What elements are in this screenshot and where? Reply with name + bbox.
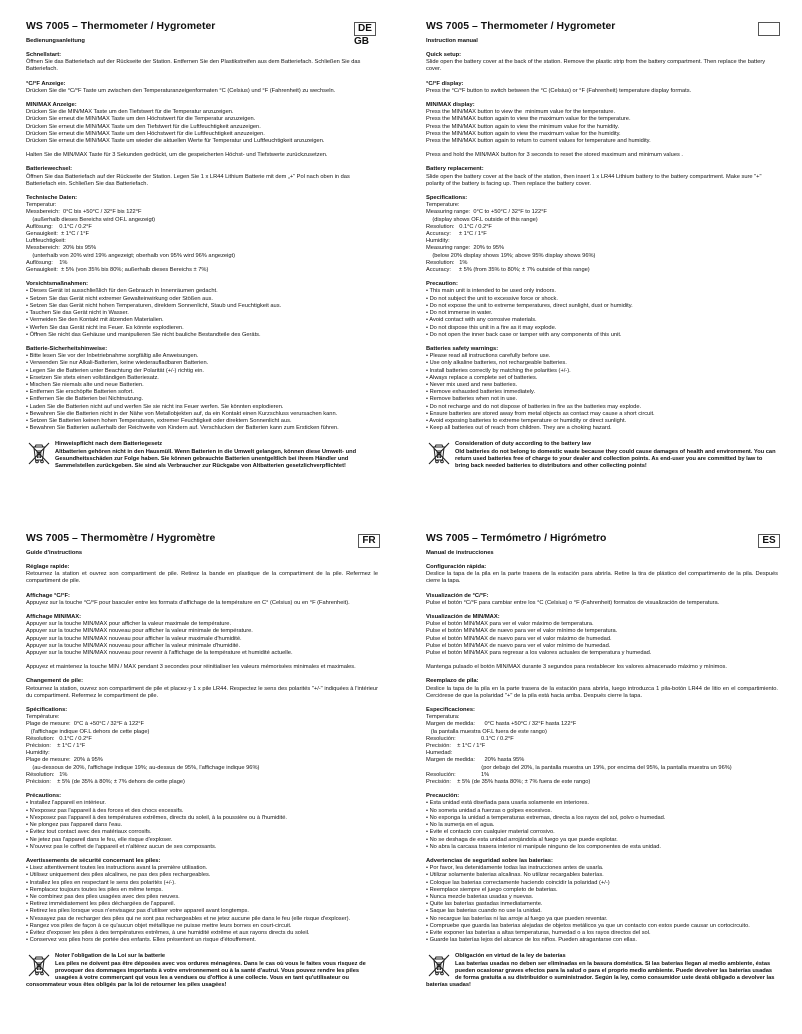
- section-line: • Mischen Sie niemals alte und neue Batterien.: [26, 381, 144, 388]
- section-paragraph: Slide open the battery cover at the back of the station. Remove the plastic strip from the battery compartment. Then replace the battery cover.: [426, 59, 766, 73]
- section-line: • No se deshaga de esta unidad arrojándola al fuego ya que puede explotar.: [426, 836, 618, 843]
- section-line: Pulse el botón MIN/MAX de nuevo para ver el valor máximo de humedad.: [426, 635, 612, 642]
- section-line: (por debajo del 20%, la pantalla muestra un 19%, por encima del 95%, la pantalla muestra un 96%): [426, 764, 732, 771]
- section-line: Messbereich: 0°C bis +50°C / 32°F bis 122°F: [26, 209, 142, 216]
- section-heading: Spécifications:: [26, 707, 68, 714]
- language-badge: [758, 22, 780, 40]
- section-line: (au-dessous de 20%, l'affichage indique 19%; au-dessus de 95%, l'affichage indique 96%): [26, 764, 260, 771]
- section-heading: Batteriewechsel:: [26, 166, 73, 173]
- section-heading: Visualización de °C/°F:: [426, 592, 489, 599]
- crossed-out-bin-icon: [426, 953, 452, 977]
- section-paragraph: Öffnen Sie das Batteriefach auf der Rückseite der Station. Legen Sie 1 x LR44 Lithium Batterie mit dem „+“ Pol nach oben in das Batteriefach ein. Schließen Sie das Batteriefach.: [26, 173, 350, 187]
- section-line: • Avoid contact with any corrosive materials.: [426, 317, 537, 324]
- manual-subtitle: Manual de instrucciones: [426, 550, 494, 556]
- manual-section: [426, 281, 778, 339]
- manual-section: [426, 664, 778, 671]
- section-line: • Öffnen Sie nicht das Gehäuse und manipulieren Sie nicht bauliche Bestandteile des Geräts.: [26, 331, 261, 338]
- manual-subtitle: Instruction manual: [426, 38, 478, 44]
- section-line: Pulse el botón MIN/MAX de nuevo para ver el valor mínimo de temperatura.: [426, 628, 618, 635]
- section-line: Appuyer sur la touche MIN/MAX nouveau pour afficher la valeur minimale d'humidité.: [26, 642, 241, 649]
- manual-es: [426, 532, 778, 989]
- section-line: • Keep all batteries out of reach from children. They are a choking hazard.: [426, 425, 612, 432]
- manual-title: WS 7005 – Termómetro / Higrómetro: [426, 533, 607, 544]
- manual-section: [26, 166, 378, 188]
- section-line: • Do not open the inner back case or tamper with any components of this unit.: [426, 331, 622, 338]
- manual-fr: [26, 532, 378, 989]
- language-code-box: FR: [358, 534, 380, 548]
- section-line: Humidity:: [26, 750, 50, 757]
- section-line: • Use only alkaline batteries, not rechargeable batteries.: [426, 360, 567, 367]
- section-paragraph: Slide open the battery cover at the back of the station, then insert 1 x LR44 Lithium battery to the battery compartment. Make sure "+" polarity of the battery is facing up. Then replace the battery cover.: [426, 173, 762, 187]
- section-line: • Do not immerse in water.: [426, 310, 493, 317]
- section-paragraph: Appuyez et maintenez la touche MIN / MAX pendant 3 secondes pour réinitialiser les valeurs mémorisées minimales et maximales.: [26, 664, 356, 671]
- section-line: (display shows OF.L outside of this range): [426, 216, 538, 223]
- section-line: • Tauchen Sie das Gerät nicht in Wasser.: [26, 310, 129, 317]
- section-heading: Affichage °C/°F:: [26, 592, 70, 599]
- section-heading: Changement de pile:: [26, 678, 84, 685]
- manual-section: [26, 664, 378, 671]
- section-line: Temperature:: [426, 202, 460, 209]
- section-line: Margen de medida: 0°C hasta +50°C / 32°F hasta 122°F: [426, 721, 577, 728]
- manual-section: [26, 678, 378, 700]
- manual-subtitle: Guide d'instructions: [26, 550, 83, 556]
- section-line: • Legen Sie die Batterien unter Beachtung der Polarität (+/-) richtig ein.: [26, 367, 204, 374]
- section-line: Appuyer sur la touche MIN/MAX nouveau pour revenir à l'affichage de la température et humidité actuelle.: [26, 650, 293, 657]
- section-heading: Precaution:: [426, 281, 458, 288]
- section-line: Margen de medida: 20% hasta 95%: [426, 757, 525, 764]
- section-line: Temperatura:: [426, 714, 460, 721]
- section-paragraph: Drücken Sie die °C/°F Taste um zwischen den Temperaturanzeigenformaten °C (Celsius) und °F (Fahrenheit) zu wechseln.: [26, 87, 336, 94]
- manual-section: [26, 281, 378, 339]
- section-line: • Evite el contacto con cualquier material corrosivo.: [426, 829, 555, 836]
- section-heading: Avertissements de sécurité concernant les piles:: [26, 857, 161, 864]
- section-heading: Affichage MIN/MAX:: [26, 614, 82, 621]
- section-line: • Ne combinez pas des piles usagées avec des piles neuves.: [26, 893, 180, 900]
- section-heading: Batteries safety warnings:: [426, 345, 499, 352]
- section-paragraph: Deslice la tapa de la pila en la parte trasera de la estación para abrirla. Retire la tira de plástico del compartimento de la pila. Después cierre la tapa.: [426, 571, 778, 585]
- section-line: • Avoid exposing batteries to extreme temperature or humidity or direct sunlight.: [426, 417, 627, 424]
- section-heading: Precaución:: [426, 793, 460, 800]
- disposal-heading: Obligación en virtud de la ley de baterías: [455, 953, 566, 960]
- section-line: Press the MIN/MAX button again to view the maximum value for the humidity.: [426, 130, 621, 137]
- section-line: Pulse el botón MIN/MAX de nuevo para ver el valor mínimo de humedad.: [426, 642, 611, 649]
- section-line: • Entfernen Sie die Batterien bei Nichtnutzung.: [26, 396, 144, 403]
- section-line: • No someta unidad a fuerzas o golpes excesivos.: [426, 807, 552, 814]
- manual-section: [426, 564, 778, 586]
- section-line: Humedad:: [426, 750, 453, 757]
- section-line: • Conservez vos piles hors de portée des enfants. Elles présentent un risque d'étouffement.: [26, 937, 256, 944]
- manual-section: [26, 858, 378, 944]
- crossed-out-bin-icon: [26, 441, 52, 465]
- section-line: Drücken Sie erneut die MIN/MAX Taste um den Tiefstwert für die Luftfeuchtigkeit anzuzeigen.: [26, 123, 261, 130]
- section-line: Résolution: 1%: [26, 771, 68, 778]
- manual-section: [426, 793, 778, 851]
- section-line: Resolution: 0.1°C / 0.2°F: [426, 223, 492, 230]
- section-line: Résolution: 0.1°C / 0.2°F: [26, 735, 92, 742]
- section-line: • Retirez immédiatement les piles déchargées de l'appareil.: [26, 901, 176, 908]
- section-paragraph: Appuyez sur la touche °C/°F pour basculer entre les formats d'affichage de la température en C° (Celsius) ou en °F (Fahrenheit).: [26, 599, 350, 606]
- section-line: • N'exposez pas l'appareil à des températures extrêmes, directs du soleil, à la poussière ou à l'humidité.: [26, 814, 288, 821]
- section-line: • Installez les piles en respectant le sens des polarités (+/-).: [26, 879, 176, 886]
- section-heading: Schnellstart:: [26, 52, 62, 58]
- manual-section: [426, 614, 778, 657]
- manual-section: [26, 52, 378, 74]
- section-line: • Do not dispose this unit in a fire as it may explode.: [426, 324, 557, 331]
- section-line: • Por favor, lea detenidamente todas las instrucciones antes de usarla.: [426, 865, 604, 872]
- section-line: Drücken Sie erneut die MIN/MAX Taste um den Höchstwert für die Temperatur anzuzeigen.: [26, 116, 256, 123]
- section-line: • Entfernen Sie erschöpfte Batterien sofort.: [26, 389, 134, 396]
- section-heading: Réglage rapide:: [26, 564, 70, 570]
- battery-disposal-notice: [26, 953, 378, 989]
- manual-section: [426, 195, 778, 274]
- manual-section: [26, 81, 378, 95]
- manual-section: [426, 858, 778, 944]
- section-line: • Rangez vos piles de façon à ce qu'aucun objet métallique ne puisse mettre leurs bornes en court-circuit.: [26, 922, 292, 929]
- section-line: • Verwenden Sie nur Alkali-Batterien, keine wiederaufladbaren Batterien.: [26, 360, 209, 367]
- section-line: (l'affichage indique OF.L dehors de cette plage): [26, 728, 150, 735]
- section-line: • Setzen Sie Batterien keinen hohen Temperaturen, extremer Feuchtigkeit oder direktem Sonnenlicht aus.: [26, 417, 292, 424]
- manual-title: WS 7005 – Thermometer / Hygrometer: [426, 21, 616, 32]
- section-line: Precisión: ± 5% (de 35% hasta 80%; ± 7% fuera de este rango): [426, 779, 591, 786]
- manual-section: [26, 614, 378, 657]
- manual-title: WS 7005 – Thermometer / Hygrometer: [26, 21, 216, 32]
- battery-disposal-notice: [426, 953, 778, 989]
- section-line: • Never mix used and new batteries.: [426, 381, 518, 388]
- section-line: • Lisez attentivement toutes les instructions avant la première utilisation.: [26, 865, 208, 872]
- section-line: • Do not expose the unit to extreme temperatures, direct sunlight, dust or humidity.: [426, 302, 633, 309]
- section-line: Luftfeuchtigkeit:: [26, 238, 66, 245]
- section-line: • Utilisez uniquement des piles alcalines, ne pas des piles rechargeables.: [26, 872, 211, 879]
- section-line: Genauigkeit: ± 1°C / 1°F: [26, 231, 89, 238]
- section-line: • Vermeiden Sie den Kontakt mit ätzenden Materialien.: [26, 317, 164, 324]
- section-line: Auflösung: 1%: [26, 259, 68, 266]
- manual-section: [26, 593, 378, 607]
- section-line: Resolución: 0.1°C / 0.2°F: [426, 735, 514, 742]
- battery-disposal-notice: [426, 441, 778, 470]
- section-line: Drücken Sie die MIN/MAX Taste um den Tiefstwert für die Temperatur anzuzeigen.: [26, 109, 234, 116]
- section-paragraph: Retournez la station, ouvrez son compartiment de pile et placez-y 1 x pile LR44. Respectez le sens des polarités "+/-" indiquées à l'intérieur du compartiment. Refermez le compartiment de pile.: [26, 685, 378, 699]
- section-line: Drücken Sie erneut die MIN/MAX Taste um wieder die aktuellen Werte für Temperatur und Luftfeuchtigkeit anzuzeigen.: [26, 138, 325, 145]
- language-code-box: DE: [354, 22, 376, 36]
- section-line: • Saque las baterias cuando no use la unidad.: [426, 908, 542, 915]
- manual-section: [26, 707, 378, 786]
- section-line: Press the MIN/MAX button again to view the maximum value for the temperature.: [426, 116, 631, 123]
- section-line: • Remplacez toujours toutes les piles en même temps.: [26, 886, 163, 893]
- section-line: • N'ouvrez pas le coffret de l'appareil et n'altérez aucun de ses composants.: [26, 843, 217, 850]
- manual-section: [426, 81, 778, 95]
- manual-section: [26, 195, 378, 274]
- section-line: Precisión: ± 1°C / 1°F: [426, 743, 486, 750]
- disposal-heading: Consideration of duty according to the battery law: [455, 441, 591, 448]
- section-heading: Quick setup:: [426, 52, 462, 58]
- section-line: Messbereich: 20% bis 95%: [26, 245, 97, 252]
- manual-section: [426, 152, 778, 159]
- section-line: Pulse el botón MIN/MAX para regresar a los valores actuales de temperatura y humedad.: [426, 650, 652, 657]
- section-line: • Dieses Gerät ist ausschließlich für den Gebrauch in Innenräumen gedacht.: [26, 288, 218, 295]
- section-line: • Nunca mezcle baterias usadas y nuevas.: [426, 893, 534, 900]
- section-line: • No exponga la unidad a temperaturas extremas, directa a los rayos del sol, polvo o humedad.: [426, 814, 666, 821]
- section-line: • Retirez les piles lorsque vous n'envisagez pas d'utiliser votre appareil avant longtemps.: [26, 908, 249, 915]
- manual-section: [426, 166, 778, 188]
- section-line: Humidity:: [426, 238, 450, 245]
- disposal-heading: Noter l'obligation de la Loi sur la batterie: [55, 953, 166, 960]
- section-heading: Battery replacement:: [426, 166, 484, 173]
- section-line: • Werfen Sie das Gerät nicht ins Feuer. Es könnte explodieren.: [26, 324, 184, 331]
- section-heading: Advertencias de seguridad sobre las baterias:: [426, 857, 553, 864]
- manual-title: WS 7005 – Thermomètre / Hygromètre: [26, 533, 216, 544]
- section-paragraph: Press the °C/°F button to switch between the °C (Celsius) or °F (Fahrenheit) temperature display formats.: [426, 87, 692, 94]
- section-paragraph: Halten Sie die MIN/MAX Taste für 3 Sekunden gedrückt, um die gespeicherten Höchst- und Tiefstwerte zurückzusetzen.: [26, 152, 328, 159]
- section-line: • Bewahren Sie Batterien außerhalb der Reichweite von Kindern auf. Verschlucken der Batterien kann zum Ersticken führen.: [26, 425, 339, 432]
- section-line: Plage de mesure: 20% à 95%: [26, 757, 103, 764]
- section-line: Resolution: 1%: [426, 259, 468, 266]
- section-line: • Esta unidad está diseñada para usarla solamente en interiores.: [426, 800, 589, 807]
- section-heading: Especificaciones:: [426, 707, 475, 714]
- section-line: • No recargue las baterías ni las arroje al fuego ya que pueden reventar.: [426, 915, 608, 922]
- section-line: Précision: ± 5% (de 35% à 80%; ± 7% dehors de cette plage): [26, 779, 185, 786]
- section-line: • Évitez tout contact avec des matériaux corrosifs.: [26, 829, 152, 836]
- manual-section: [26, 152, 378, 159]
- disposal-text: Altbatterien gehören nicht in den Hausmüll. Wenn Batterien in die Umwelt gelangen, können diese Umwelt- und Gesundheitsschäden zur Folge haben. Sie können gebrauchte Batterien unentgeltlich bei ihrem Händler und Sammelstellen zurückgeben. Sie sind als Verbraucher zur Rückgabe von Altbatterien gesetzlichverpflichtet!: [55, 448, 357, 469]
- section-line: • Compruebe que guarda las baterias alejadas de objetos metálicos ya que un contacto con estos puede causar un cortocircuito.: [426, 922, 750, 929]
- section-paragraph: Deslice la tapa de la pila en la parte trasera de la estación para abrirla, luego introduzca 1 pila-botón LR44 de litio en el compartimiento. Cerciórese de que la polaridad "+" de la pila está hacia arriba. Después cierre la tapa.: [426, 685, 778, 699]
- section-paragraph: Mantenga pulsado el botón MIN/MAX durante 3 segundos para restablecer los valores almacenado máximo y mínimos.: [426, 664, 727, 671]
- section-line: Température:: [26, 714, 60, 721]
- manual-subtitle: Bedienungsanleitung: [26, 38, 85, 44]
- section-line: • Remove exhausted batteries immediately.: [426, 389, 536, 396]
- section-heading: Vorsichtsmaßnahmen:: [26, 281, 89, 288]
- section-heading: Specifications:: [426, 195, 468, 202]
- section-line: (außerhalb dieses Bereichs wird OF.L angezeigt): [26, 216, 156, 223]
- section-line: • Install batteries correctly by matching the polarities (+/-).: [426, 367, 571, 374]
- section-heading: Configuración rápida:: [426, 564, 487, 570]
- section-line: Auflösung: 0.1°C / 0.2°F: [26, 223, 92, 230]
- manual-section: [426, 346, 778, 432]
- section-heading: Batterie-Sicherheitshinweise:: [26, 345, 108, 352]
- section-heading: Technische Daten:: [26, 195, 78, 202]
- section-heading: MIN/MAX display:: [426, 102, 475, 109]
- manual-section: [426, 707, 778, 786]
- crossed-out-bin-icon: [26, 953, 52, 977]
- section-line: Précision: ± 1°C / 1°F: [26, 743, 86, 750]
- section-line: • Ersetzen Sie stets einen vollständigen Batteriesatz.: [26, 374, 159, 381]
- section-line: • Evite exponer las baterías a altas temperaturas, humedad o a los rayos directos del sol.: [426, 929, 651, 936]
- section-line: (la pantalla muestra OF.L fuera de este rango): [426, 728, 547, 735]
- section-heading: °C/°F display:: [426, 80, 464, 87]
- section-line: • Laden Sie die Batterien nicht auf und werfen Sie sie nicht ins Feuer werfen. Sie könnten explodieren.: [26, 403, 284, 410]
- section-line: Accuracy: ± 5% (from 35% to 80%; ± 7% outside of this range): [426, 267, 590, 274]
- section-line: Accuracy: ± 1°C / 1°F: [426, 231, 487, 238]
- section-line: • Ensure batteries are stored away from metal objects as contact may cause a short circuit.: [426, 410, 655, 417]
- section-line: Appuyer sur la touche MIN/MAX nouveau pour afficher la valeur minimale de température.: [26, 628, 253, 635]
- section-line: Plage de mesure: 0°C à +50°C / 32°F à 122°F: [26, 721, 145, 728]
- section-line: • Ne jetez pas l'appareil dans le feu, elle risque d'exploser.: [26, 836, 173, 843]
- section-line: • Setzen Sie das Gerät nicht hohen Temperaturen, direktem Sonnenlicht, Staub und Feuchtigkeit aus.: [26, 302, 282, 309]
- section-line: • N'essayez pas de recharger des piles qui ne sont pas rechargeables et ne jetez aucune pile dans le feu (elle risque d'exploser).: [26, 915, 351, 922]
- section-line: (unterhalb von 20% wird 19% angezeigt; oberhalb von 95% wird 96% angezeigt): [26, 252, 235, 259]
- section-heading: °C/°F Anzeige:: [26, 80, 66, 87]
- crossed-out-bin-icon: [426, 441, 452, 465]
- language-code-extra: GB: [354, 36, 369, 47]
- section-line: • Bitte lesen Sie vor der Inbetriebnahme sorgfältig alle Anweisungen.: [26, 353, 199, 360]
- language-code-box: ES: [758, 534, 780, 548]
- language-code-box: [758, 22, 780, 36]
- manual-section: [26, 793, 378, 851]
- section-line: Measuring range: 20% to 95%: [426, 245, 505, 252]
- language-badge: [758, 534, 780, 548]
- section-line: • This main unit is intended to be used only indoors.: [426, 288, 556, 295]
- manual-section: [426, 678, 778, 700]
- section-line: • Bewahren Sie die Batterien nicht in der Nähe von Metallobjekten auf, da ein Kontakt einen Kurzschluss verursachen kann.: [26, 410, 338, 417]
- section-line: • Do not subject the unit to excessive force or shock.: [426, 295, 558, 302]
- manual-section: [26, 564, 378, 586]
- section-line: Press the MIN/MAX button to view the minimum value for the temperature.: [426, 109, 616, 116]
- section-line: Resolución: 1%: [426, 771, 490, 778]
- language-badge: [354, 22, 378, 48]
- section-line: • Setzen Sie das Gerät nicht extremer Gewalteinwirkung oder Stößen aus.: [26, 295, 213, 302]
- section-line: (below 20% display shows 19%; above 95% display shows 96%): [426, 252, 596, 259]
- section-line: • Coloque las baterias correctamente haciendo coincidir la polaridad (+/-): [426, 879, 610, 886]
- section-paragraph: Retournez la station et ouvrez son compartiment de pile. Retirez la bande en plastique de la compartiment de la pile. Refermez le compartiment de pile.: [26, 571, 378, 585]
- section-line: Appuyer sur la touche MIN/MAX pour afficher la valeur maximale de température.: [26, 621, 232, 628]
- section-line: Temperatur:: [26, 202, 57, 209]
- section-line: • Quite las baterías gastadas inmediatamente.: [426, 901, 543, 908]
- manual-section: [26, 346, 378, 432]
- manual-section: [426, 102, 778, 145]
- section-line: Appuyer sur la touche MIN/MAX nouveau pour afficher la valeur maximale d'humidité.: [26, 635, 242, 642]
- manual-section: [26, 102, 378, 145]
- section-line: • Installez l'appareil en intérieur.: [26, 800, 106, 807]
- manual-section: [426, 593, 778, 607]
- section-line: • No abra la carcasa trasera interior ni manipule ninguno de los componentes de esta unidad.: [426, 843, 662, 850]
- section-paragraph: Pulse el botón °C/°F para cambiar entre los °C (Celsius) o °F (Fahrenheit) formatos de visualización de temperatura.: [426, 599, 720, 606]
- manual-en: [426, 20, 778, 470]
- section-line: Measuring range: 0°C to +50°C / 32°F to 122°F: [426, 209, 547, 216]
- manual-de: [26, 20, 378, 470]
- section-line: • Évitez d'exposer les piles à des températures extrêmes, à une humidité extrême et aux rayons directs du soleil.: [26, 929, 310, 936]
- section-line: • Do not recharge and do not dispose of batteries in fire as the batteries may explode.: [426, 403, 642, 410]
- section-paragraph: Press and hold the MIN/MAX button for 3 seconds to reset the stored maximum and minimum values .: [426, 152, 684, 159]
- section-line: • Reemplace siempre el juego completo de baterias.: [426, 886, 558, 893]
- language-badge: [358, 534, 380, 548]
- section-line: • Remove batteries when not in use.: [426, 396, 518, 403]
- disposal-heading: Hinweispflicht nach dem Batteriegesetz: [55, 441, 163, 448]
- section-line: • Always replace a complete set of batteries.: [426, 374, 538, 381]
- section-heading: MIN/MAX Anzeige:: [26, 102, 77, 109]
- section-line: Drücken Sie erneut die MIN/MAX Taste um den Höchstwert für die Luftfeuchtigkeit anzuzeigen.: [26, 130, 265, 137]
- section-paragraph: Öffnen Sie das Batteriefach auf der Rückseite der Station. Entfernen Sie den Plastikstreifen aus dem Batteriefach. Schließen Sie das Batteriefach.: [26, 59, 361, 73]
- section-line: • N'exposez pas l'appareil à des forces et des chocs excessifs.: [26, 807, 184, 814]
- battery-disposal-notice: [26, 441, 378, 470]
- section-line: • Utilizar solamente baterias alcalinas. No utilizar recargables baterías.: [426, 872, 604, 879]
- disposal-text: Old batteries do not belong to domestic waste because they could cause damages of health and environment. You can return used batteries free of charge to your dealer and collection points. As end-user you are committed by law to bring back needed batteries to distributors and other collecting points!: [455, 448, 776, 469]
- disposal-text: Las baterías usadas no deben ser eliminadas en la basura doméstica. Si las baterías llegan al medio ambiente, éstas pueden ocasionar graves efectos para la salud o para el proprio medio ambiente. Puede devolver las baterías usadas de forma gratuita a su distribuidor o suministrador. Según la ley, como consumidor uste destá obligado a devolver las baterías usadas!: [426, 960, 775, 989]
- section-heading: Reemplazo de pila:: [426, 678, 479, 685]
- manual-section: [426, 52, 778, 74]
- section-line: • No la sumerja en el agua.: [426, 822, 495, 829]
- section-line: Pulse el botón MIN/MAX para ver el valor máximo de temperatura.: [426, 621, 594, 628]
- section-line: Press the MIN/MAX button again to return to current values for temperature and humidity.: [426, 138, 651, 145]
- section-line: • Ne plongez pas l'appareil dans l'eau.: [26, 822, 123, 829]
- section-heading: Visualización de MIN/MAX:: [426, 614, 500, 621]
- section-line: Press the MIN/MAX button again to view the minimum value for the humidity.: [426, 123, 620, 130]
- section-line: • Please read all instructions carefully before use.: [426, 353, 551, 360]
- disposal-text: Les piles ne doivent pas être déposées avec vos ordures ménagères. Dans le cas où vous le faites vous risquez de provoquer des dommages importants à votre environnement ou à la santé d'autrui. Vous pouvez rendre les piles usagées à votre commerçant qui vous les a vendues ou d'office à une collecte. Vous en tant qu'utilisateur ou consommateur vous êtes obligés par la loi de retourner les piles usagées!: [26, 960, 366, 989]
- section-heading: Précautions:: [26, 793, 62, 800]
- section-line: • Guarde las baterías lejos del alcance de los niños. Pueden atragantarse con ellas.: [426, 937, 637, 944]
- section-line: Genauigkeit: ± 5% (von 35% bis 80%; außerhalb dieses Bereichs ± 7%): [26, 267, 209, 274]
